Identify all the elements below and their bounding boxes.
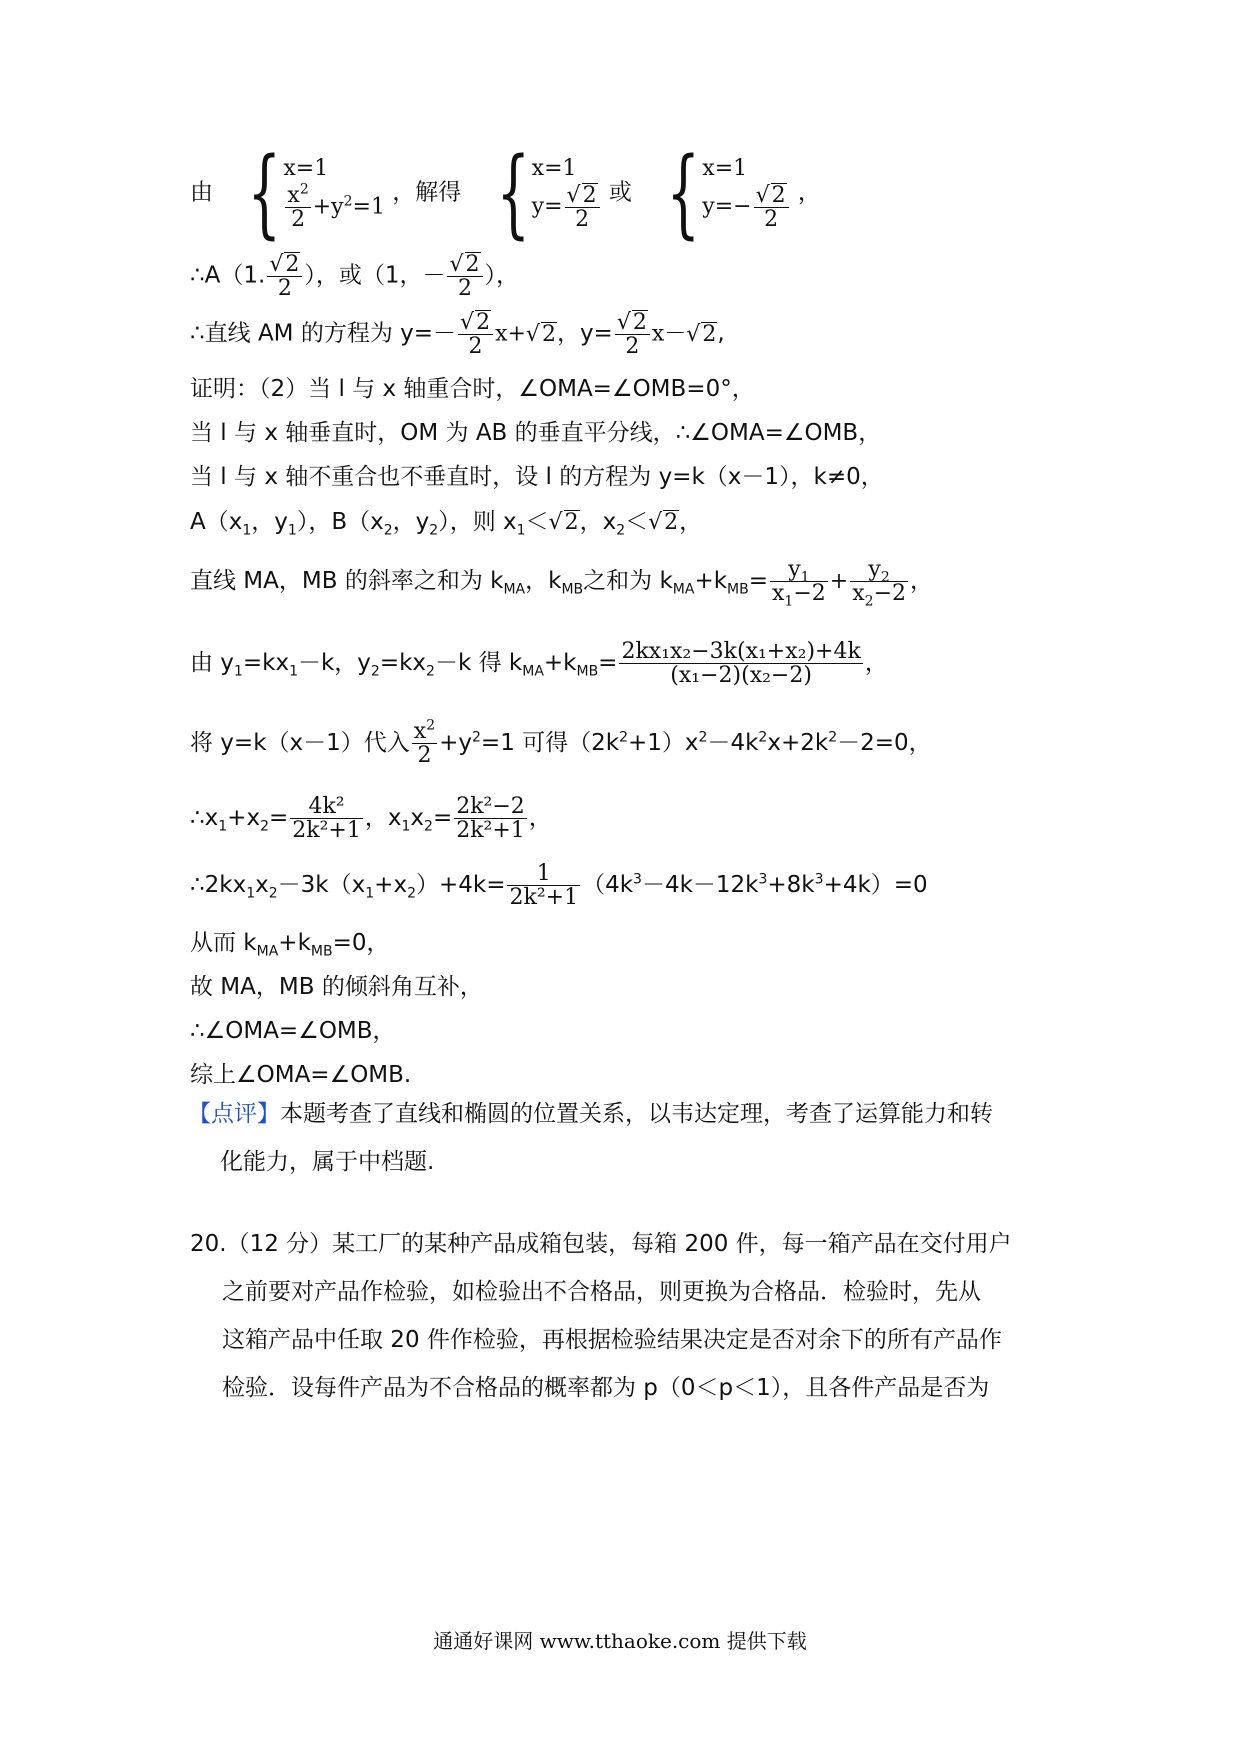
supplementary: 故 MA，MB 的倾斜角互补， xyxy=(190,974,483,1000)
problem-20 xyxy=(190,1220,1070,1412)
calculation: $\therefore 2kx_1x_2-3k(x_1+x_2)+4k=$ $\frac{1}{\text{2k²+1}}$ $(4k^3-4k-12k^3+8k^3+4k)=0$ xyxy=(190,861,928,911)
comment-line2: 化能力，属于中档题. xyxy=(220,1149,435,1175)
slope-sum: 直线 MA，MB 的斜率之和为 $k_{MA}$，$k_{MB}$之和为 $k_{MA}+k_{MB}=$ $\frac{y_1}{x_1-2}$ + $\frac{y_2}{x_2-2}$ ， xyxy=(190,557,933,610)
problem-line1: 20.（12 分）某工厂的某种产品成箱包装，每箱 200 件，每一箱产品在交付用户 xyxy=(190,1231,1012,1257)
points-AB: $A(x_1$，$y_1$），$B(x_2$，$y_2$），则 $x_1<√2$，$x_2<√2$， xyxy=(190,509,703,539)
system-3: { x=1 y=− $\frac{√2}{2}$ xyxy=(639,150,790,236)
eq-ellipse: $\frac{x^2}{2}$ $+y^2=1$ xyxy=(287,181,385,232)
problem-line2: 之前要对产品作检验，如检验出不合格品，则更换为合格品．检验时，先从 xyxy=(222,1279,981,1305)
general-case: 当 l 与 x 轴不重合也不垂直时，设 l 的方程为 y=k（x－1），k≠0， xyxy=(190,464,884,490)
comment-tag: 【点评】 xyxy=(188,1101,280,1127)
comment-block xyxy=(188,1090,1068,1186)
perpendicular-case: 当 l 与 x 轴垂直时，OM 为 AB 的垂直平分线，∴∠OMA=∠OMB， xyxy=(190,420,882,446)
therefore-equal: ∴∠OMA=∠OMB， xyxy=(190,1018,396,1044)
footer: 通通好课网 www.tthaoke.com 提供下载 xyxy=(433,1629,807,1653)
text-you: 由 xyxy=(190,179,213,206)
text-solve: ，解得 xyxy=(392,179,462,206)
brace: { xyxy=(247,137,282,249)
slope-expression: 由 $y_1=kx_1-k$，$y_2=kx_2-k$ 得 $k_{MA}+k_{MB}=$ $\frac{\text{2kx₁x₂−3k(x₁+x₂)+4k}}{\text{(x₁−2)(x₂−2)}}$ ， xyxy=(190,639,888,689)
substitution: 将 y=k（x－1）代入 $\frac{x^2}{2}$ $+y^2=1$ 可得$(2k^2+1)x^2-4k^2x+2k^2-2=0$， xyxy=(190,717,932,769)
comment-line1: 本题考查了直线和椭圆的位置关系，以韦达定理，考查了运算能力和转 xyxy=(280,1101,993,1127)
vieta: $\therefore x_1+x_2=$ $\frac{\text{4k²}}{\text{2k²+1}}$ ，$x_1x_2=$ $\frac{\text{2k²−2}}{\text{2k²+1}}$ ， xyxy=(190,794,552,844)
system-line: 由 { x=1 $\frac{x^2}{2}$ $+y^2=1$ ，解得 { x=1 y= $\frac{√2}{2}$ 或 { x=1 y=− $\frac{√2}{2}$ ， xyxy=(190,137,821,249)
eq-x1: x=1 xyxy=(283,156,329,182)
proof-part2: 证明：（2）当 l 与 x 轴重合时，∠OMA=∠OMB=0°， xyxy=(190,376,755,402)
system-2: { x=1 y= $\frac{√2}{2}$ xyxy=(469,150,602,236)
point-A-line: ∴A（1. $\frac{√2}{2}$ ），或（1，－ $\frac{√2}{2}$ ）， xyxy=(190,252,520,302)
thus-zero: 从而 $k_{MA}+k_{MB}=0$， xyxy=(190,930,390,960)
problem-line4: 检验．设每件产品为不合格品的概率都为 p（0＜p＜1），且各件产品是否为 xyxy=(222,1375,990,1401)
system-1 xyxy=(220,137,385,249)
line-AM-equation: ∴直线 AM 的方程为 y=－ $\frac{√2}{2}$ x+√2，y= $\frac{√2}{2}$ x－√2, xyxy=(190,310,725,360)
text-or: 或 xyxy=(608,179,632,206)
problem-line3: 这箱产品中任取 20 件作检验，再根据检验结果决定是否对余下的所有产品作 xyxy=(222,1327,1002,1353)
summary: 综上∠OMA=∠OMB. xyxy=(190,1062,412,1088)
